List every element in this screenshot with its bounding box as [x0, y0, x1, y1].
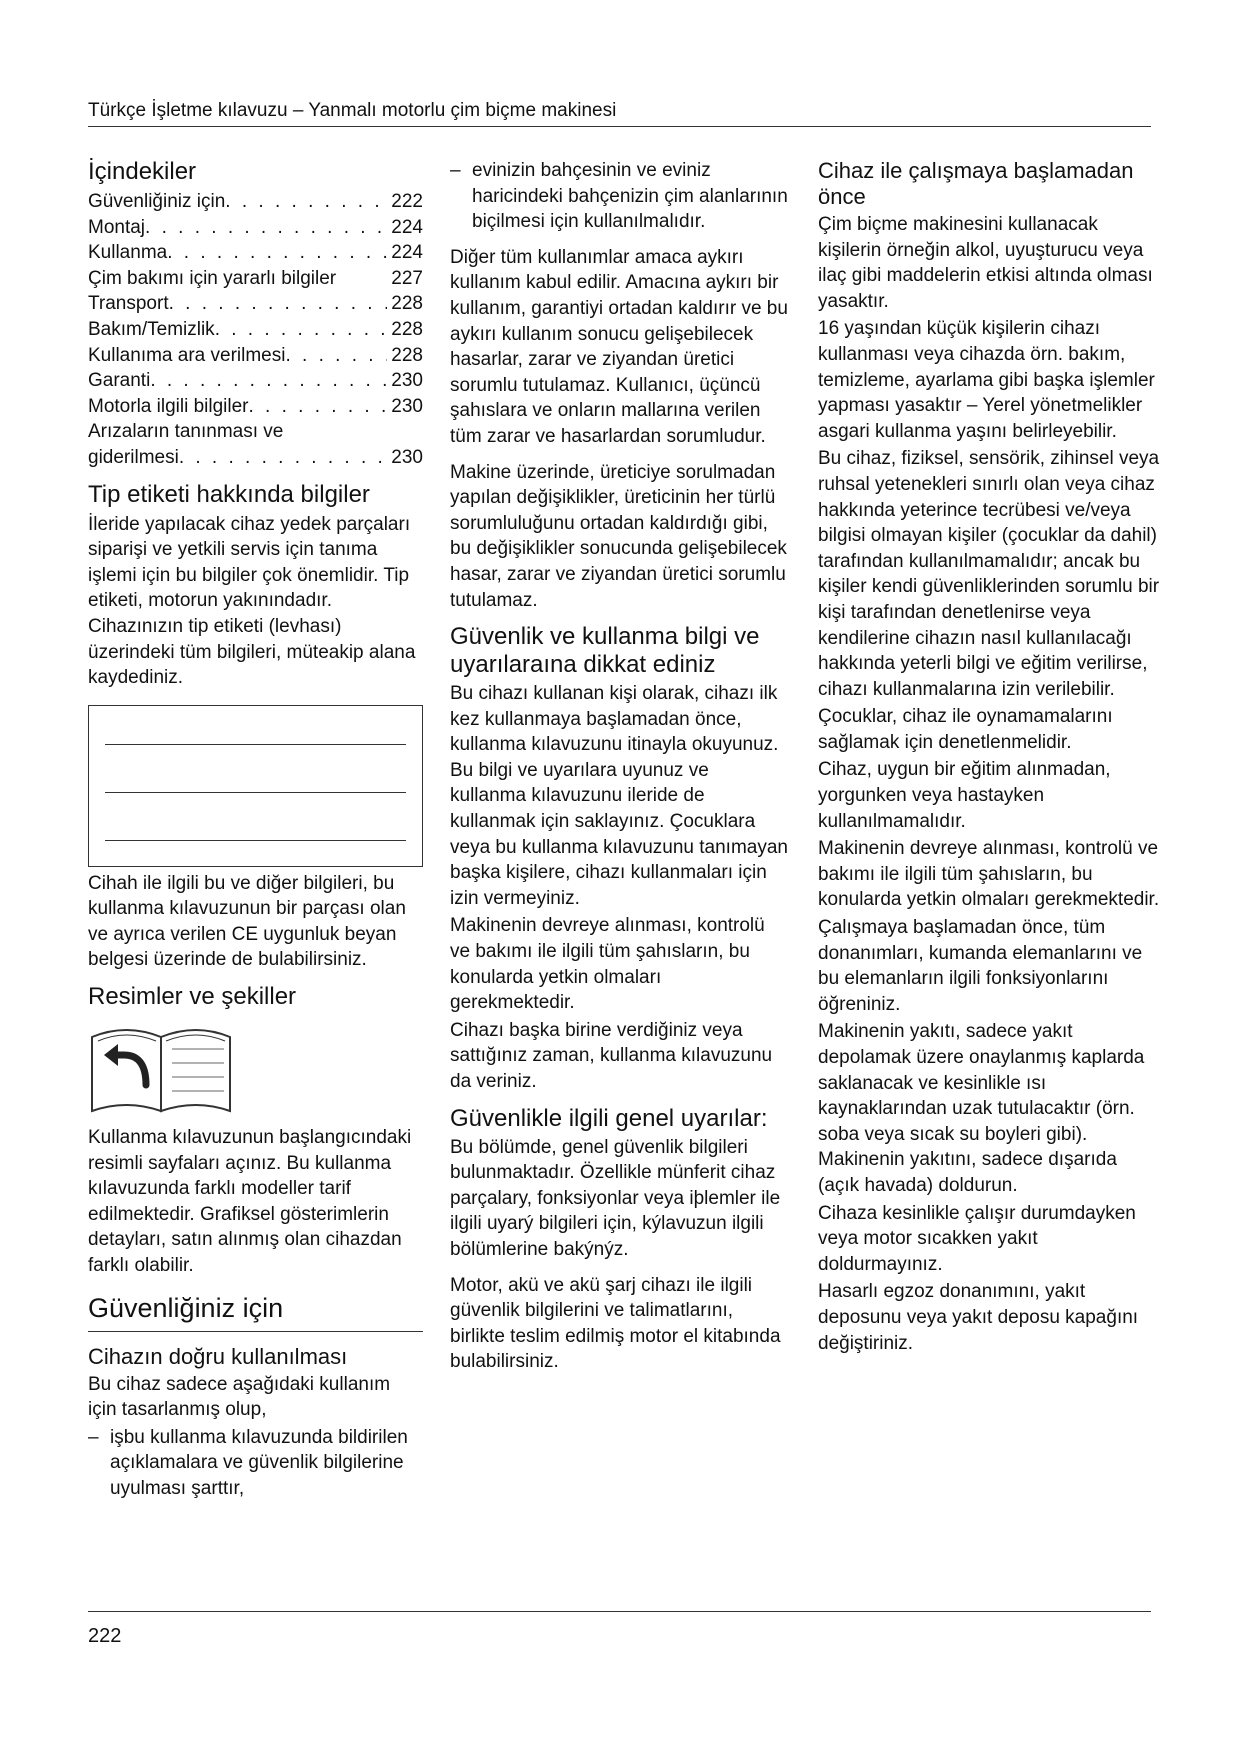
toc-entry[interactable]: Motorla ilgili bilgiler . . . 230 [88, 394, 423, 420]
type-label-title: Tip etiketi hakkında bilgiler [88, 480, 370, 508]
list-item: – evinizin bahçesinin ve eviniz haricindeki bahçenizin çim alanlarının biçilmesi için kullanılmalıdır. [450, 160, 788, 233]
paragraph: Motor, akü ve akü şarj cihazı ile ilgili güvenlik bilgilerini ve talimatlarını, birlikte teslim edilmiş motor el kitabında bulabilirsiniz. [450, 1274, 781, 1373]
paragraph: Bu bölümde, genel güvenlik bilgileri bulunmaktadır. Özellikle münferit cihaz parçalary, fonksiyonlar veya iþlemler ile ilgili uyarý bilgileri için, kýlavuzun ilgili bölümlerine bakýnýz. [450, 1136, 781, 1260]
proper-use-title: Cihazın doğru kullanılması [88, 1343, 348, 1369]
paragraph: Cihazı başka birine verdiğiniz veya sattığınız zaman, kullanma kılavuzunu da veriniz. [450, 1019, 773, 1092]
paragraph: Çalışmaya başlamadan önce, tüm donanımları, kumanda elemanlarını ve bu elemanların ilgili fonksiyonlarını öğreniniz. [818, 917, 1143, 1015]
paragraph: Bu cihazı kullanan kişi olarak, cihazı ilk kez kullanmaya başlamadan önce, kullanma kılavuzunu itinayla okuyunuz. Bu bilgi ve uyarılara uyunuz ve kullanma kılavuzunu ileride de kullanmak için saklayınız. Çocuklara veya bu kullanma kılavuzunu tanımayan başka kişilere, cihazı kullanmaları için izin vermeyiniz. [450, 683, 788, 909]
page-number: 222 [88, 1625, 122, 1647]
table-of-contents [88, 189, 423, 471]
entry-line[interactable] [105, 792, 406, 793]
page-header [88, 100, 1151, 127]
footer-divider [88, 1611, 1151, 1612]
toc-entry[interactable]: Montaj . . . 224 [88, 215, 423, 241]
paragraph: Makinenin devreye alınması, kontrolü ve bakımı ile ilgili tüm şahısların, bu konularda yetkin olmaları gerekmektedir. [450, 915, 765, 1014]
paragraph: Hasarlı egzoz donanımını, yakıt deposunu veya yakıt deposu kapağını değiştiriniz. [818, 1281, 1139, 1354]
paragraph: 16 yaşından küçük kişilerin cihazı kullanması veya cihazda örn. bakım, temizleme, ayarlama gibi başka işlemler yapması yasaktır – Yerel yönetmelikler asgari kullanma yaşını belirleyebilir. [818, 318, 1155, 442]
paragraph: Çim biçme makinesini kullanacak kişilerin örneğin alkol, uyuşturucu veya ilaç gibi maddelerin etkisi altında olması yasaktır. [818, 214, 1153, 312]
paragraph: Çocuklar, cihaz ile oynamamalarını sağlamak için denetlenmelidir. [818, 706, 1113, 753]
ce-info-text: Cihah ile ilgili bu ve diğer bilgileri, bu kullanma kılavuzunun bir parçası olan ve ayrıca verilen CE uygunluk beyan belgesi üzerinde de bulabilirsiniz. [88, 872, 406, 971]
open-book-icon [88, 1019, 238, 1115]
paragraph: Cihaza kesinlikle çalışır durumdayken veya motor sıcakken yakıt doldurmayınız. [818, 1202, 1136, 1275]
toc-entry[interactable]: Kullanıma ara verilmesi . . . 228 [88, 343, 423, 369]
toc-entry[interactable]: Transport . . . 228 [88, 291, 423, 317]
general-warnings-title: Güvenlikle ilgili genel uyarılar: [450, 1104, 768, 1132]
paragraph: Makine üzerinde, üreticiye sorulmadan yapılan değişiklikler, üreticinin her türlü sorumluluğunu ortadan kaldırdığı gibi, bu değişiklikler sonucunda gelişebilecek hasar, zarar ve ziyandan üretici sorumlu tutulamaz. [450, 461, 787, 611]
toc-title: İçindekiler [88, 158, 197, 185]
images-title: Resimler ve şekiller [88, 983, 297, 1011]
type-label-entry-box [88, 705, 423, 867]
column-2 [450, 158, 788, 1377]
before-start-title: Cihaz ile çalışmaya başlamadan önce [818, 158, 1134, 209]
toc-entry[interactable]: Arızaların tanınması ve giderilmesi . . . 230 [88, 419, 423, 470]
paragraph: Bu cihaz, fiziksel, sensörik, zihinsel veya ruhsal yetenekleri sınırlı olan veya cihaz hakkında yeterince tecrübesi ve/veya bilgisi olmayan kişiler (çocuklar da dahil) tarafından kullanılmamalıdır; ancak bu kişiler kendi güvenliklerinden sorumlu bir kişi tarafından denetlenirse veya kendilerine cihazın nasıl kullanılacağı hakkında yeterli bilgi ve eğitim verilirse, cihazı kullanmalarına izin verilebilir. [818, 448, 1160, 700]
type-label-text: İleride yapılacak cihaz yedek parçaları siparişi ve yetkili servis için tanıma işlemi için bu bilgiler çok önemlidir. Tip etiketi, motorun yakınındadır. Cihazınızın tip etiketi (levhası) üzerindeki tüm bilgileri, müteakip alana kaydediniz. [88, 513, 416, 689]
header-title: Türkçe İşletme kılavuzu – Yanmalı motorlu çim biçme makinesi [88, 100, 617, 121]
warning-title: Güvenlik ve kullanma bilgi ve uyarılaraına dikkat ediniz [450, 623, 760, 679]
toc-entry[interactable]: Kullanma . . . 224 [88, 240, 423, 266]
paragraph: Makinenin yakıtı, sadece yakıt depolamak üzere onaylanmış kaplarda saklanacak ve kesinlikle ısı kaynaklarından uzak tutulacaktır (örn. soba veya sıcak su boyleri gibi). Makinenin yakıtını, sadece dışarıda (açık havada) doldurun. [818, 1021, 1145, 1196]
proper-use-text: Bu cihaz sadece aşağıdaki kullanım için tasarlanmış olup, [88, 1373, 391, 1421]
entry-line[interactable] [105, 744, 406, 745]
toc-entry[interactable]: Bakım/Temizlik . . . 228 [88, 317, 423, 343]
toc-entry[interactable]: Çim bakımı için yararlı bilgiler 227 [88, 267, 423, 289]
column-3 [818, 158, 1163, 1358]
toc-entry[interactable]: Garanti . . . 230 [88, 368, 423, 394]
paragraph: Diğer tüm kullanımlar amaca aykırı kullanım kabul edilir. Amacına aykırı bir kullanım, garantiyi ortadan kaldırır ve bu aykırı kullanım sonucu gelişebilecek hasarlar, zarar ve ziyandan üretici sorumlu tutulamaz. Kullanıcı, üçüncü şahıslara ve onların mallarına verilen tüm zarar ve hasarlardan sorumludur. [450, 246, 788, 447]
column-1 [88, 158, 423, 1502]
safety-title: Güvenliğiniz için [88, 1291, 423, 1332]
toc-entry[interactable]: Güvenliğiniz için . . . 222 [88, 189, 423, 215]
paragraph: Cihaz, uygun bir eğitim alınmadan, yorgunken veya hastayken kullanılmamalıdır. [818, 759, 1111, 832]
paragraph: Makinenin devreye alınması, kontrolü ve bakımı ile ilgili tüm şahısların, bu konularda yetkin olmaları gerekmektedir. [818, 838, 1160, 911]
entry-line[interactable] [105, 840, 406, 841]
list-item: – işbu kullanma kılavuzunda bildirilen açıklamalara ve güvenlik bilgilerine uyulması şarttır, [88, 1426, 408, 1499]
images-text: Kullanma kılavuzunun başlangıcındaki resimli sayfaları açınız. Bu kullanma kılavuzunda farklı modeller tarif edilmektedir. Grafiksel gösterimlerin detayları, satın alınmış olan cihazdan farklı olabilir. [88, 1127, 412, 1277]
